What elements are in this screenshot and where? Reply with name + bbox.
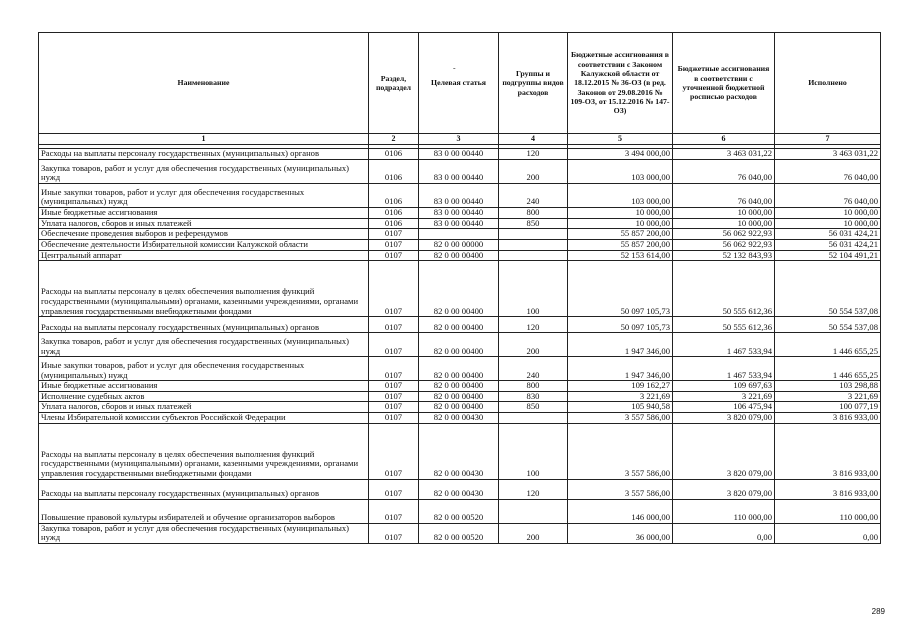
cell-section: 0107 xyxy=(369,391,419,402)
table-row xyxy=(39,391,881,402)
cell-law: 109 162,27 xyxy=(568,381,673,392)
cell-group xyxy=(499,499,568,523)
cell-law: 10 000,00 xyxy=(568,218,673,229)
column-number: 6 xyxy=(673,134,775,145)
cell-target: 82 0 00 00400 xyxy=(419,402,499,413)
cell-painting: 109 697,63 xyxy=(673,381,775,392)
column-number: 1 xyxy=(39,134,369,145)
cell-target: 82 0 00 00430 xyxy=(419,413,499,424)
cell-name: Иные закупки товаров, работ и услуг для обеспечения государственных (муниципальных) нужд xyxy=(39,357,369,381)
cell-section: 0107 xyxy=(369,229,419,240)
table-row xyxy=(39,250,881,261)
cell-executed: 50 554 537,08 xyxy=(775,261,881,317)
cell-section: 0106 xyxy=(369,218,419,229)
cell-painting: 52 132 843,93 xyxy=(673,250,775,261)
table-row xyxy=(39,208,881,219)
cell-group: 240 xyxy=(499,184,568,208)
cell-target: 83 0 00 00440 xyxy=(419,184,499,208)
cell-target: 82 0 00 00520 xyxy=(419,523,499,543)
cell-group: 120 xyxy=(499,149,568,160)
budget-table xyxy=(38,32,881,544)
cell-name: Центральный аппарат xyxy=(39,250,369,261)
cell-section: 0107 xyxy=(369,479,419,499)
cell-group xyxy=(499,250,568,261)
header-target xyxy=(419,33,499,134)
cell-name: Расходы на выплаты персоналу государственных (муниципальных) органов xyxy=(39,149,369,160)
cell-section: 0107 xyxy=(369,317,419,333)
cell-section: 0106 xyxy=(369,160,419,184)
cell-target: 82 0 00 00400 xyxy=(419,333,499,357)
cell-law: 55 857 200,00 xyxy=(568,239,673,250)
table-row xyxy=(39,317,881,333)
cell-name: Уплата налогов, сборов и иных платежей xyxy=(39,402,369,413)
cell-target: 82 0 00 00430 xyxy=(419,479,499,499)
cell-target: 83 0 00 00440 xyxy=(419,149,499,160)
table-row xyxy=(39,261,881,317)
cell-law: 3 221,69 xyxy=(568,391,673,402)
cell-painting: 110 000,00 xyxy=(673,499,775,523)
table-row xyxy=(39,523,881,543)
cell-painting: 0,00 xyxy=(673,523,775,543)
table-row xyxy=(39,239,881,250)
cell-target: 83 0 00 00440 xyxy=(419,160,499,184)
header-target-label: Целевая статья xyxy=(431,78,486,88)
header-name: Наименование xyxy=(39,33,369,134)
cell-target: 83 0 00 00440 xyxy=(419,208,499,219)
cell-name: Иные закупки товаров, работ и услуг для обеспечения государственных (муниципальных) нужд xyxy=(39,184,369,208)
table-row xyxy=(39,423,881,479)
cell-executed: 56 031 424,21 xyxy=(775,239,881,250)
header-painting: Бюджетные ассигнования в соответствии с уточненной бюджетной росписью расходов xyxy=(673,33,775,134)
cell-name: Члены Избирательной комиссии субъектов Российской Федерации xyxy=(39,413,369,424)
cell-group: 200 xyxy=(499,333,568,357)
cell-law: 3 557 586,00 xyxy=(568,423,673,479)
page-number: 289 xyxy=(871,607,885,616)
cell-law: 52 153 614,00 xyxy=(568,250,673,261)
table-row xyxy=(39,479,881,499)
column-number: 3 xyxy=(419,134,499,145)
cell-name: Иные бюджетные ассигнования xyxy=(39,381,369,392)
cell-target: 82 0 00 00400 xyxy=(419,357,499,381)
cell-executed: 3 463 031,22 xyxy=(775,149,881,160)
cell-executed: 0,00 xyxy=(775,523,881,543)
cell-section: 0107 xyxy=(369,239,419,250)
cell-painting: 76 040,00 xyxy=(673,160,775,184)
cell-executed: 76 040,00 xyxy=(775,184,881,208)
cell-section: 0107 xyxy=(369,357,419,381)
cell-group xyxy=(499,239,568,250)
cell-group: 200 xyxy=(499,523,568,543)
table-row xyxy=(39,499,881,523)
cell-target: 82 0 00 00430 xyxy=(419,423,499,479)
cell-name: Расходы на выплаты персоналу в целях обеспечения выполнения функций государственными (муниципальными) органами, казенными учреждениями, органами управления государственными внебюджетными фондами xyxy=(39,423,369,479)
cell-painting: 10 000,00 xyxy=(673,218,775,229)
cell-target: 82 0 00 00000 xyxy=(419,239,499,250)
cell-painting: 50 555 612,36 xyxy=(673,317,775,333)
cell-painting: 1 467 533,94 xyxy=(673,333,775,357)
column-number: 4 xyxy=(499,134,568,145)
cell-name: Уплата налогов, сборов и иных платежей xyxy=(39,218,369,229)
cell-law: 36 000,00 xyxy=(568,523,673,543)
header-dash: - xyxy=(453,63,456,72)
cell-group: 100 xyxy=(499,423,568,479)
cell-section: 0107 xyxy=(369,413,419,424)
cell-name: Закупка товаров, работ и услуг для обеспечения государственных (муниципальных) нужд xyxy=(39,160,369,184)
cell-executed: 3 221,69 xyxy=(775,391,881,402)
cell-painting: 3 221,69 xyxy=(673,391,775,402)
cell-executed: 1 446 655,25 xyxy=(775,357,881,381)
cell-law: 103 000,00 xyxy=(568,184,673,208)
cell-painting: 50 555 612,36 xyxy=(673,261,775,317)
cell-group: 800 xyxy=(499,381,568,392)
cell-executed: 52 104 491,21 xyxy=(775,250,881,261)
cell-law: 50 097 105,73 xyxy=(568,261,673,317)
cell-name: Повышение правовой культуры избирателей и обучение организаторов выборов xyxy=(39,499,369,523)
cell-section: 0106 xyxy=(369,149,419,160)
cell-painting: 106 475,94 xyxy=(673,402,775,413)
cell-name: Расходы на выплаты персоналу в целях обеспечения выполнения функций государственными (муниципальными) органами, казенными учреждениями, органами управления государственными внебюджетными фондами xyxy=(39,261,369,317)
cell-section: 0107 xyxy=(369,381,419,392)
table-row xyxy=(39,413,881,424)
cell-name: Иные бюджетные ассигнования xyxy=(39,208,369,219)
cell-group: 120 xyxy=(499,317,568,333)
cell-law: 146 000,00 xyxy=(568,499,673,523)
table-row xyxy=(39,402,881,413)
table-row xyxy=(39,184,881,208)
cell-painting: 3 463 031,22 xyxy=(673,149,775,160)
cell-executed: 76 040,00 xyxy=(775,160,881,184)
cell-executed: 50 554 537,08 xyxy=(775,317,881,333)
cell-group xyxy=(499,413,568,424)
header-groups: Группы и подгруппы видов расходов xyxy=(499,33,568,134)
cell-section: 0106 xyxy=(369,184,419,208)
cell-section: 0107 xyxy=(369,499,419,523)
cell-painting: 3 820 079,00 xyxy=(673,413,775,424)
cell-name: Обеспечение деятельности Избирательной комиссии Калужской области xyxy=(39,239,369,250)
cell-section: 0107 xyxy=(369,523,419,543)
cell-target: 82 0 00 00400 xyxy=(419,381,499,392)
cell-executed: 10 000,00 xyxy=(775,208,881,219)
cell-group: 120 xyxy=(499,479,568,499)
cell-painting: 56 062 922,93 xyxy=(673,229,775,240)
cell-law: 1 947 346,00 xyxy=(568,333,673,357)
cell-executed: 100 077,19 xyxy=(775,402,881,413)
cell-executed: 3 816 933,00 xyxy=(775,413,881,424)
cell-group: 800 xyxy=(499,208,568,219)
cell-executed: 110 000,00 xyxy=(775,499,881,523)
cell-group: 240 xyxy=(499,357,568,381)
cell-name: Обеспечение проведения выборов и референдумов xyxy=(39,229,369,240)
cell-law: 103 000,00 xyxy=(568,160,673,184)
cell-law: 3 557 586,00 xyxy=(568,479,673,499)
table-row xyxy=(39,229,881,240)
table-row xyxy=(39,160,881,184)
column-numbers-row xyxy=(39,134,881,145)
cell-section: 0107 xyxy=(369,250,419,261)
cell-executed: 103 298,88 xyxy=(775,381,881,392)
cell-target: 82 0 00 00520 xyxy=(419,499,499,523)
cell-group: 100 xyxy=(499,261,568,317)
cell-painting: 10 000,00 xyxy=(673,208,775,219)
cell-executed: 56 031 424,21 xyxy=(775,229,881,240)
cell-group xyxy=(499,229,568,240)
cell-target: 82 0 00 00400 xyxy=(419,261,499,317)
cell-law: 1 947 346,00 xyxy=(568,357,673,381)
cell-group: 830 xyxy=(499,391,568,402)
cell-group: 200 xyxy=(499,160,568,184)
cell-section: 0107 xyxy=(369,423,419,479)
cell-painting: 76 040,00 xyxy=(673,184,775,208)
cell-painting: 3 820 079,00 xyxy=(673,423,775,479)
column-number: 2 xyxy=(369,134,419,145)
cell-law: 3 494 000,00 xyxy=(568,149,673,160)
column-number: 5 xyxy=(568,134,673,145)
cell-target: 82 0 00 00400 xyxy=(419,391,499,402)
table-row xyxy=(39,149,881,160)
cell-name: Расходы на выплаты персоналу государственных (муниципальных) органов xyxy=(39,479,369,499)
cell-name: Закупка товаров, работ и услуг для обеспечения государственных (муниципальных) нужд xyxy=(39,333,369,357)
cell-name: Исполнение судебных актов xyxy=(39,391,369,402)
cell-section: 0107 xyxy=(369,261,419,317)
cell-law: 3 557 586,00 xyxy=(568,413,673,424)
cell-name: Закупка товаров, работ и услуг для обеспечения государственных (муниципальных) нужд xyxy=(39,523,369,543)
cell-law: 50 097 105,73 xyxy=(568,317,673,333)
cell-target xyxy=(419,229,499,240)
column-number: 7 xyxy=(775,134,881,145)
cell-target: 82 0 00 00400 xyxy=(419,317,499,333)
cell-law: 10 000,00 xyxy=(568,208,673,219)
table-row xyxy=(39,381,881,392)
cell-group: 850 xyxy=(499,402,568,413)
cell-executed: 10 000,00 xyxy=(775,218,881,229)
cell-section: 0106 xyxy=(369,208,419,219)
cell-painting: 3 820 079,00 xyxy=(673,479,775,499)
cell-target: 82 0 00 00400 xyxy=(419,250,499,261)
cell-painting: 1 467 533,94 xyxy=(673,357,775,381)
cell-law: 105 940,58 xyxy=(568,402,673,413)
table-row xyxy=(39,357,881,381)
cell-executed: 3 816 933,00 xyxy=(775,423,881,479)
cell-name: Расходы на выплаты персоналу государственных (муниципальных) органов xyxy=(39,317,369,333)
table-body xyxy=(39,149,881,544)
cell-target: 83 0 00 00440 xyxy=(419,218,499,229)
cell-executed: 3 816 933,00 xyxy=(775,479,881,499)
header-law: Бюджетные ассигнования в соответствии с Законом Калужской области от 18.12.2015 № 36-ОЗ (в ред. Законов от 29.08.2016 № 109-ОЗ, от 15.12.2016 № 147-ОЗ) xyxy=(568,33,673,134)
header-executed: Исполнено xyxy=(775,33,881,134)
cell-section: 0107 xyxy=(369,402,419,413)
table-row xyxy=(39,333,881,357)
header-row xyxy=(39,33,881,134)
cell-section: 0107 xyxy=(369,333,419,357)
table-row xyxy=(39,218,881,229)
header-section: Раздел, подраздел xyxy=(369,33,419,134)
cell-executed: 1 446 655,25 xyxy=(775,333,881,357)
cell-group: 850 xyxy=(499,218,568,229)
cell-law: 55 857 200,00 xyxy=(568,229,673,240)
cell-painting: 56 062 922,93 xyxy=(673,239,775,250)
